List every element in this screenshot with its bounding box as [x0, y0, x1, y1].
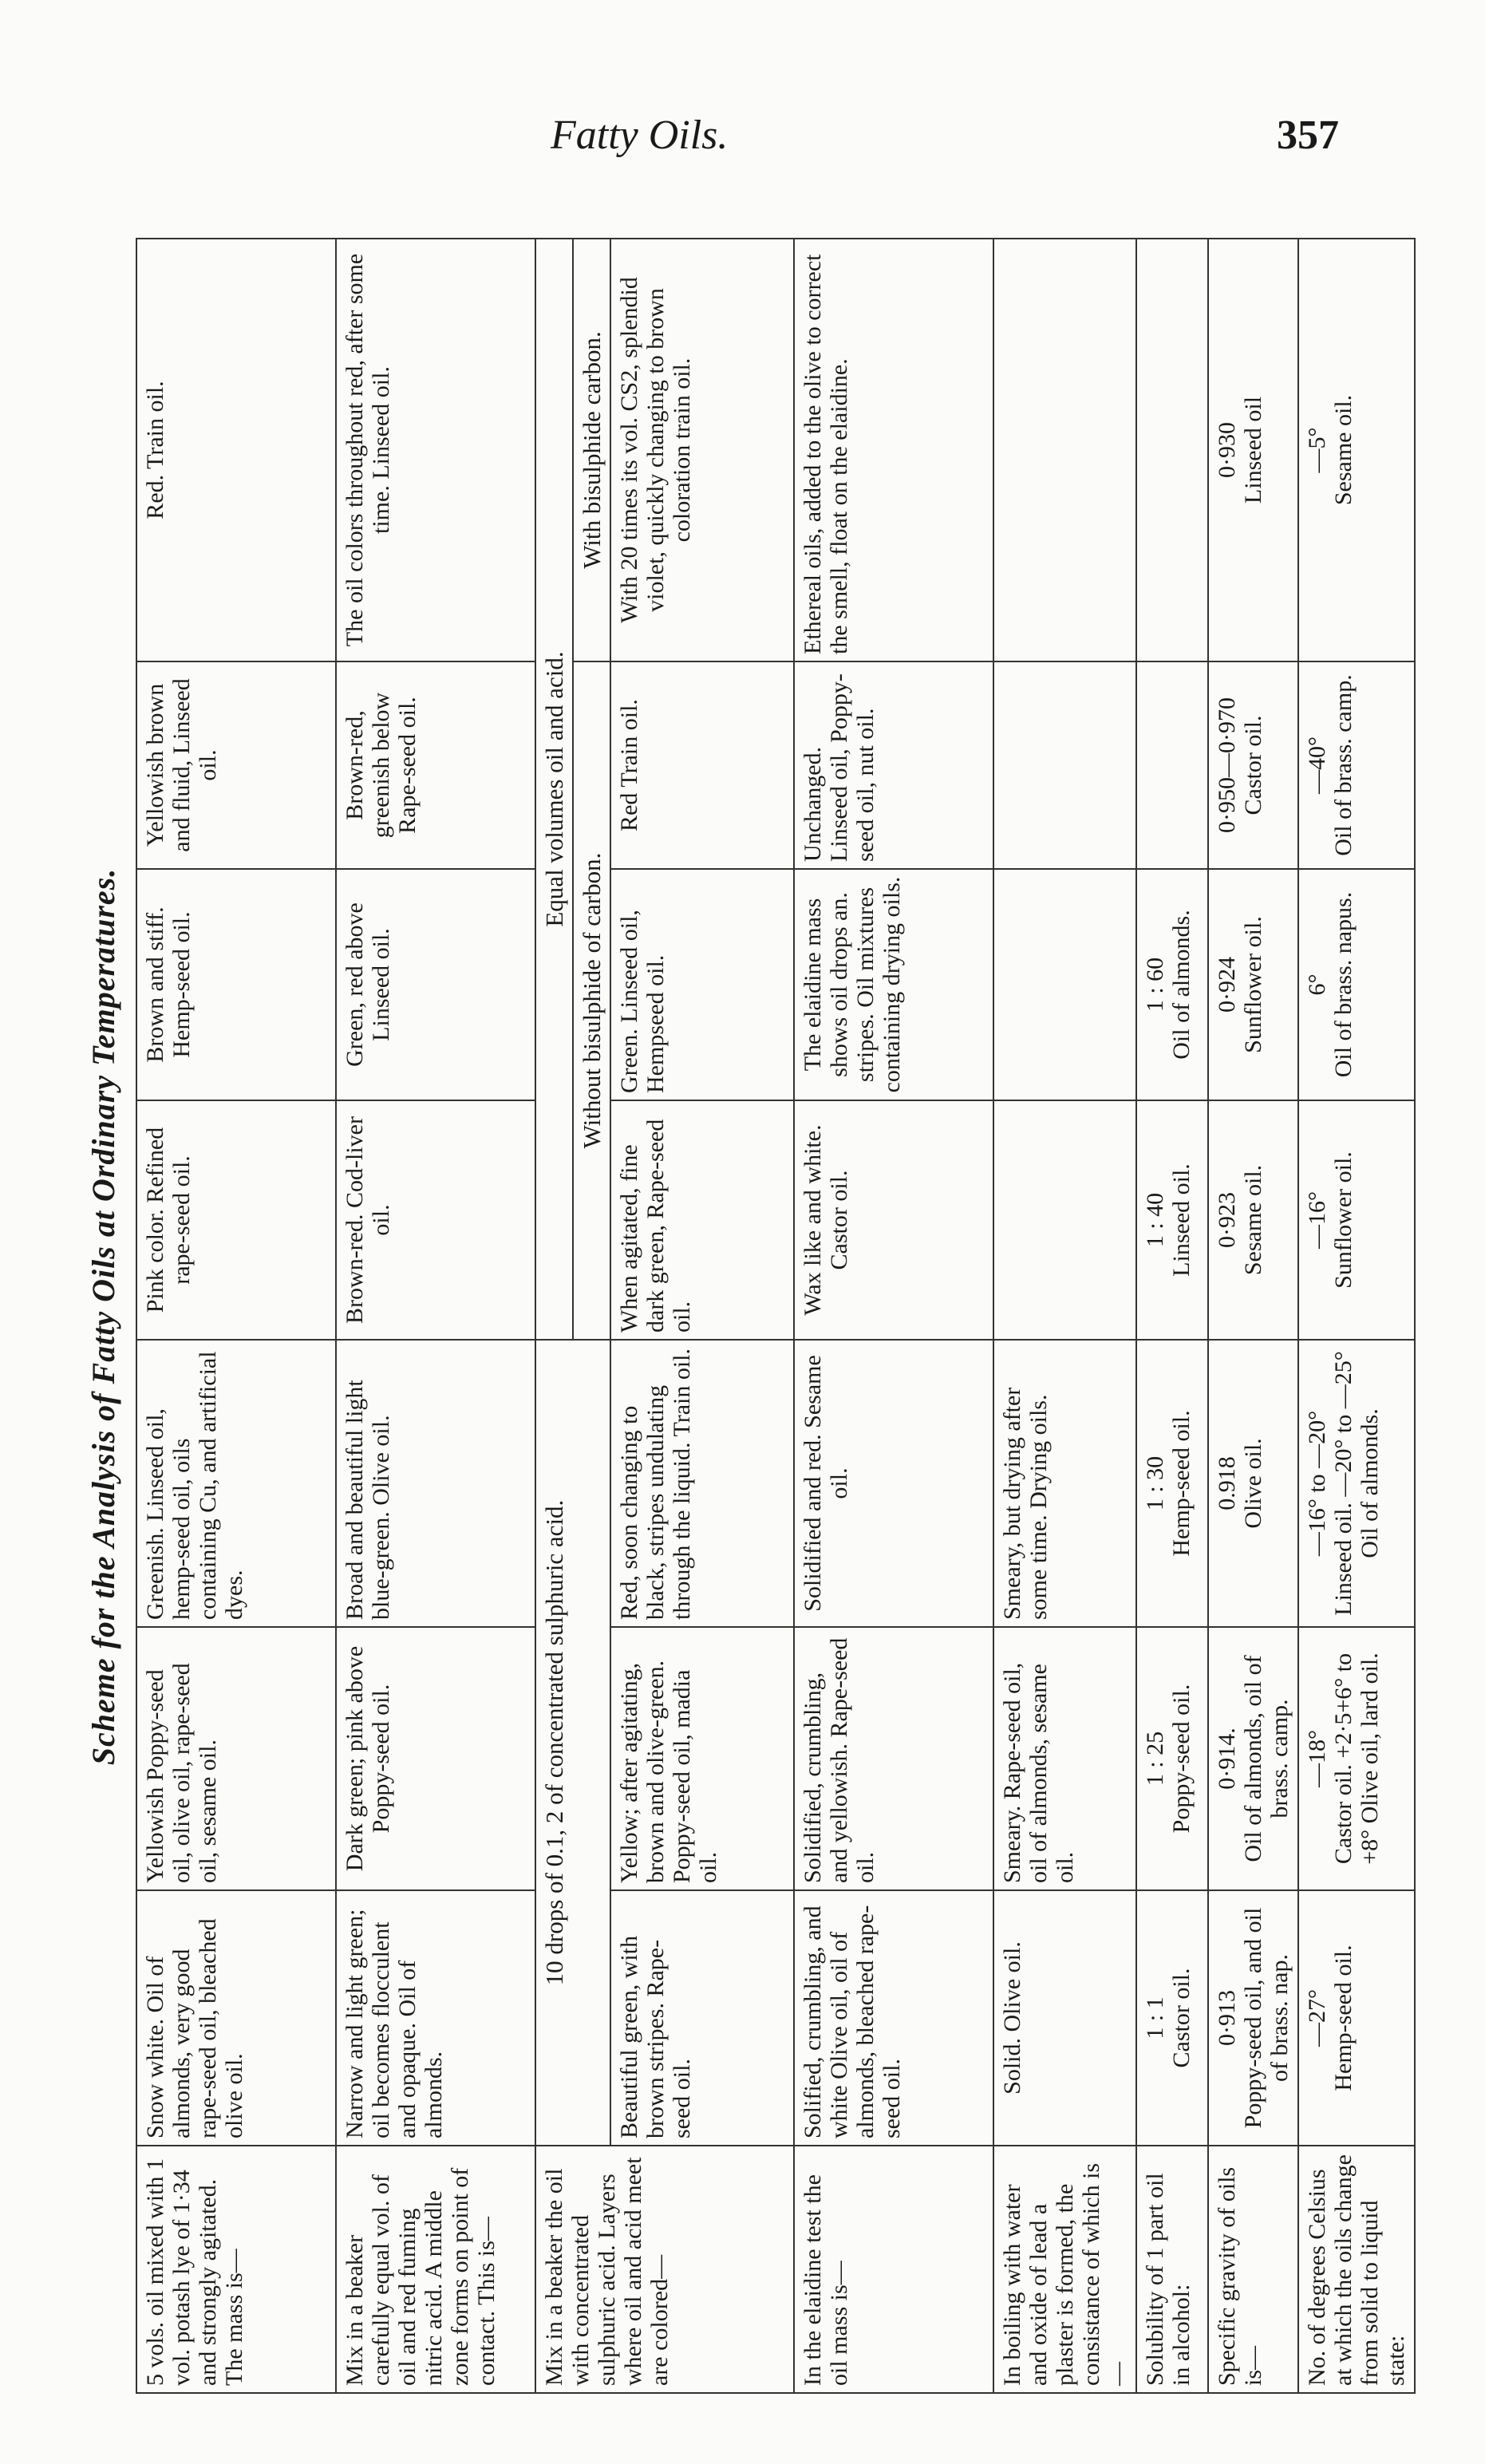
temperature-value: —16° to —20°	[1304, 1410, 1330, 1557]
table-cell: Solified, crumbling, and white Olive oil, oil of almonds, bleached rape-seed oil.	[794, 1890, 993, 2146]
temperature-value: 6°	[1304, 973, 1330, 996]
oil-name: Sesame oil.	[1330, 394, 1357, 506]
ratio-value: 1 : 30	[1142, 1455, 1168, 1511]
gravity-value: 0·950—0·970	[1214, 697, 1240, 833]
oil-name: Linseed oil. —20° to —25° Oil of almonds.	[1330, 1351, 1383, 1616]
table-cell: Red Train oil.	[610, 661, 794, 869]
table-cell	[1136, 239, 1208, 661]
table-cell: Pink color. Refined rape-seed oil.	[136, 1100, 336, 1340]
ratio-value: 1 : 60	[1142, 957, 1168, 1013]
table-cell: Red, soon changing to black, stripes undulating through the liquid. Train oil.	[610, 1340, 794, 1627]
table-cell: Unchanged. Linseed oil, Poppy-seed oil, nut oil.	[794, 661, 993, 869]
oil-name: Castor oil.	[1240, 715, 1266, 815]
oil-name: Oil of almonds, oil of brass. camp.	[1240, 1655, 1293, 1862]
gravity-value: 0·913	[1214, 1990, 1240, 2046]
table-cell	[1208, 1890, 1298, 2146]
oil-name: Oil of almonds.	[1168, 910, 1195, 1060]
table-cell	[1298, 1890, 1415, 2146]
table-row	[794, 239, 993, 2393]
table-cell: Yellowish brown and fluid, Linseed oil.	[136, 661, 336, 869]
analysis-scheme-table	[136, 238, 1416, 2394]
table-cell	[993, 661, 1136, 869]
table-cell: Ethereal oils, added to the olive to correct the smell, float on the elaidine.	[794, 239, 993, 661]
table-cell: Greenish. Linseed oil, hemp-seed oil, oils containing Cu, and artificial dyes.	[136, 1340, 336, 1627]
table-cell	[1208, 661, 1298, 869]
table-row	[336, 239, 535, 2393]
table-cell	[1208, 869, 1298, 1100]
row-label-nitric: Mix in a beaker carefully equal vol. of oil and red fuming nitric acid. A middle zone forms on point of contact. This is—	[336, 2146, 535, 2393]
table-cell: Brown and stiff. Hemp-seed oil.	[136, 869, 336, 1100]
row-label-sulphuric: Mix in a beaker the oil with concentrated sulphuric acid. Layers where oil and acid meet are colored—	[535, 2146, 794, 2393]
table-cell	[1208, 1100, 1298, 1340]
table-cell	[1298, 661, 1415, 869]
temperature-value: —18°	[1304, 1730, 1330, 1787]
table-row	[535, 239, 573, 2393]
table-cell	[1208, 239, 1298, 661]
page-number: 357	[1277, 113, 1339, 158]
table-cell: Solidified and red. Sesame oil.	[794, 1340, 993, 1627]
ratio-value: 1 : 25	[1142, 1731, 1168, 1787]
table-cell: The elaidine mass shows oil drops an. stripes. Oil mixtures containing drying oils.	[794, 869, 993, 1100]
oil-name: Linseed oil	[1240, 396, 1266, 504]
table-row	[1136, 239, 1208, 2393]
gravity-value: 0·930	[1214, 422, 1240, 478]
table-cell: Brown-red. Cod-liver oil.	[336, 1100, 535, 1340]
gravity-value: 0·914.	[1214, 1728, 1240, 1790]
table-cell: Green. Linseed oil, Hempseed oil.	[610, 869, 794, 1100]
row-label-solubility: Solubility of 1 part oil in alcohol:	[1136, 2146, 1208, 2393]
oil-name: Castor oil.	[1168, 1968, 1195, 2068]
table-cell: Dark green; pink above Poppy-seed oil.	[336, 1627, 535, 1890]
table-cell	[1298, 869, 1415, 1100]
table-cell	[1136, 661, 1208, 869]
oil-name: Sunflower oil.	[1330, 1151, 1357, 1289]
oil-name: Sunflower oil.	[1240, 916, 1266, 1053]
gravity-value: 0·924	[1214, 957, 1240, 1013]
oil-name: Hemp-seed oil.	[1330, 1945, 1357, 2091]
table-cell	[1298, 239, 1415, 661]
sulphuric-header-right: Equal volumes oil and acid.	[535, 239, 573, 1340]
temperature-value: —16°	[1304, 1191, 1330, 1249]
table-cell: With 20 times its vol. CS2, splendid violet, quickly changing to brown coloration train oil.	[610, 239, 794, 661]
table-cell	[993, 239, 1136, 661]
oil-name: Poppy-seed oil.	[1168, 1684, 1195, 1834]
row-label-gravity: Specific gravity of oils is—	[1208, 2146, 1298, 2393]
temperature-value: —27°	[1304, 1989, 1330, 2047]
table-cell: The oil colors throughout red, after some time. Linseed oil.	[336, 239, 535, 661]
table-row	[610, 239, 794, 2393]
table-row	[1298, 239, 1415, 2393]
oil-name: Oil of brass. camp.	[1330, 674, 1357, 856]
table-caption: Scheme for the Analysis of Fatty Oils at Ordinary Temperatures.	[85, 867, 121, 1766]
oil-name: Linseed oil.	[1168, 1163, 1195, 1277]
table-cell	[1298, 1100, 1415, 1340]
oil-name: Olive oil.	[1240, 1438, 1266, 1529]
oil-name: Sesame oil.	[1240, 1164, 1266, 1276]
table-cell: When agitated, fine dark green, Rape-seed oil.	[610, 1100, 794, 1340]
gravity-value: 0.918	[1214, 1456, 1240, 1510]
table-cell: Snow white. Oil of almonds, very good rape-seed oil, bleached olive oil.	[136, 1890, 336, 2146]
table-cell: Broad and beautiful light blue-green. Olive oil.	[336, 1340, 535, 1627]
table-cell	[1208, 1340, 1298, 1627]
table-cell	[1136, 1627, 1208, 1890]
table-row	[1208, 239, 1298, 2393]
table-cell: Solid. Olive oil.	[993, 1890, 1136, 2146]
table-cell	[993, 1100, 1136, 1340]
sulphuric-header-left: 10 drops of 0.1, 2 of concentrated sulphuric acid.	[535, 1340, 610, 2146]
table-cell	[1136, 869, 1208, 1100]
table-cell	[1136, 1340, 1208, 1627]
sulphuric-sub-with: With bisulphide carbon.	[573, 239, 610, 661]
oil-name: Hemp-seed oil.	[1168, 1410, 1195, 1557]
table-cell: Yellow; after agitating, brown and olive-green. Poppy-seed oil, madia oil.	[610, 1627, 794, 1890]
row-label-melting: No. of degrees Celsius at which the oils change from solid to liquid state:	[1298, 2146, 1415, 2393]
table-cell: Wax like and white. Castor oil.	[794, 1100, 993, 1340]
table-cell: Narrow and light green; oil becomes flocculent and opaque. Oil of almonds.	[336, 1890, 535, 2146]
row-label-plaster: In boiling with water and oxide of lead a plaster is formed, the consistance of which is—	[993, 2146, 1136, 2393]
table-cell	[1136, 1890, 1208, 2146]
table-row	[993, 239, 1136, 2393]
table-cell	[1208, 1627, 1298, 1890]
oil-name: Oil of brass. napus.	[1330, 891, 1357, 1078]
table-cell: Solidified, crumbling, and yellowish. Rape-seed oil.	[794, 1627, 993, 1890]
temperature-value: —5°	[1304, 427, 1330, 473]
table-cell: Beautiful green, with brown stripes. Rape-seed oil.	[610, 1890, 794, 2146]
oil-name: Castor oil. +2·5+6° to +8° Olive oil, lard oil.	[1330, 1653, 1383, 1865]
table-cell: Smeary, but drying after some time. Drying oils.	[993, 1340, 1136, 1627]
table-cell: Red. Train oil.	[136, 239, 336, 661]
table-cell	[1298, 1340, 1415, 1627]
running-title: Fatty Oils.	[551, 113, 729, 158]
table-cell: Brown-red, greenish below Rape-seed oil.	[336, 661, 535, 869]
ratio-value: 1 : 40	[1142, 1192, 1168, 1248]
table-row	[136, 239, 336, 2393]
table-cell	[1298, 1627, 1415, 1890]
table-cell: Smeary. Rape-seed oil, oil of almonds, sesame oil.	[993, 1627, 1136, 1890]
table-cell	[993, 869, 1136, 1100]
table-cell: Green, red above Linseed oil.	[336, 869, 535, 1100]
row-label-elaidine: In the elaidine test the oil mass is—	[794, 2146, 993, 2393]
sulphuric-sub-without: Without bisulphide of carbon.	[573, 661, 610, 1340]
row-label-potash: 5 vols. oil mixed with 1 vol. potash lye of 1·34 and strongly agitated. The mass is—	[136, 2146, 336, 2393]
table-cell	[1136, 1100, 1208, 1340]
ratio-value: 1 : 1	[1142, 1996, 1168, 2040]
temperature-value: —40°	[1304, 736, 1330, 794]
gravity-value: 0·923	[1214, 1192, 1240, 1248]
rotated-table-block	[72, 239, 1409, 2394]
oil-name: Poppy-seed oil, and oil of brass. nap.	[1240, 1907, 1293, 2129]
table-cell: Yellowish Poppy-seed oil, olive oil, rape-seed oil, sesame oil.	[136, 1627, 336, 1890]
